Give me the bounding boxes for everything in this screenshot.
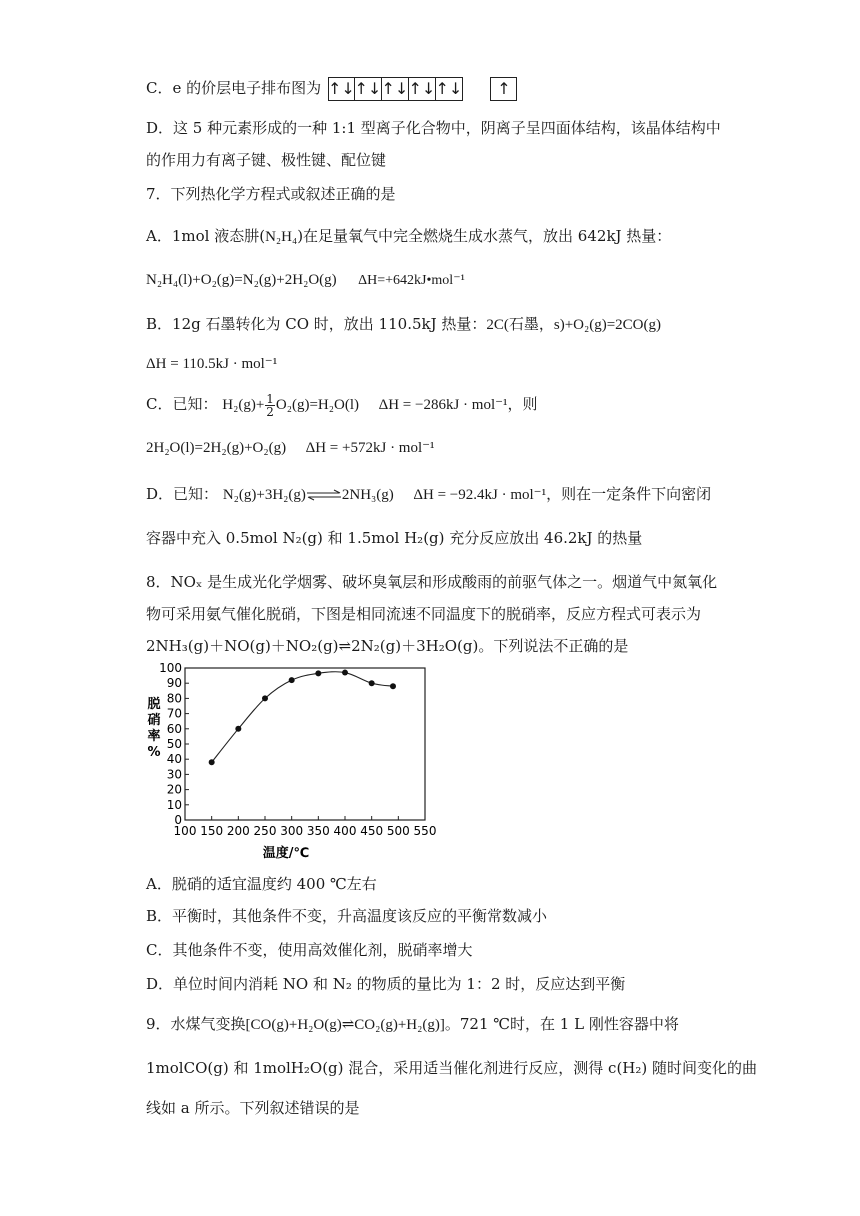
x-tick-label: 150 [200, 824, 224, 838]
half-fraction [265, 393, 275, 418]
q7b-text: B．12g 石墨转化为 CO 时，放出 110.5kJ 热量： [146, 315, 487, 333]
x-tick-label: 200 [226, 824, 250, 838]
y-tick-label: 10 [166, 797, 182, 812]
y-tick-label: 30 [166, 767, 182, 782]
q9-line2: 1molCO(g) 和 1molH₂O(g) 混合，采用适当催化剂进行反应，测得 c(H₂) 随时间变化的曲 [146, 1059, 758, 1077]
x-tick-label: 550 [413, 824, 437, 838]
q7d-eq-a: N₂(g)+3H₂(g) [222, 487, 306, 503]
data-point [262, 695, 268, 701]
q7d-dh: ΔH = −92.4kJ · mol⁻¹ [413, 487, 547, 503]
q7a-equation [146, 268, 465, 293]
data-point [369, 680, 375, 686]
q7c-dh2: ΔH = +572kJ · mol⁻¹ [305, 440, 435, 456]
y-axis-label: 脱硝率% [147, 697, 161, 760]
data-point [315, 670, 321, 676]
q7a-text-2: )在足量氧气中完全燃烧生成水蒸气，放出 642kJ 热量： [297, 227, 672, 245]
x-tick-label: 100 [173, 824, 197, 838]
x-tick-label: 250 [253, 824, 277, 838]
q7d-eq-b: 2NH₃(g) [341, 487, 394, 503]
x-axis-label: 温度/℃ [262, 846, 310, 861]
y-tick-label: 90 [166, 676, 182, 691]
option-c-orbital-line [146, 76, 517, 101]
q8-option-b: B．平衡时，其他条件不变，升高温度该反应的平衡常数减小 [146, 907, 548, 925]
q7-option-a [146, 224, 671, 249]
orbital-box: ↑↓ [409, 77, 436, 101]
orbital-diagram-3d [328, 77, 463, 101]
plot-frame [185, 668, 425, 820]
option-d-line2: 的作用力有离子键、极性键、配位键 [146, 151, 387, 169]
y-tick-label: 50 [166, 737, 182, 751]
x-tick-label: 400 [333, 824, 357, 838]
q9-text: 9．水煤气变换 [146, 1015, 246, 1033]
q8-line2: 物可采用氨气催化脱硝，下图是相同流速不同温度下的脱硝率，反应方程式可表示为 [146, 605, 702, 623]
q7b-dh: ΔH = 110.5kJ · mol⁻¹ [146, 356, 278, 372]
orbital-box: ↑↓ [436, 77, 463, 101]
q9-line1 [146, 1012, 679, 1037]
data-point [209, 759, 215, 765]
denitration-rate-chart [140, 660, 437, 865]
q7b-eq: 2C(石墨，s)+O₂(g)=2CO(g) [486, 317, 662, 333]
q7c-eq-a: H₂(g)+ [222, 397, 265, 413]
q7a-text: A．1mol 液态肼( [146, 227, 266, 245]
orbital-box: ↑ [490, 77, 517, 101]
q8-option-d: D．单位时间内消耗 NO 和 N₂ 的物质的量比为 1：2 时，反应达到平衡 [146, 975, 626, 993]
data-points [209, 670, 396, 766]
y-tick-label: 60 [166, 721, 182, 736]
q8-option-a: A．脱硝的适宜温度约 400 ℃左右 [146, 875, 377, 893]
q7d-line2: 容器中充入 0.5mol N₂(g) 和 1.5mol H₂(g) 充分反应放出 46.2kJ 的热量 [146, 529, 643, 547]
q7c-eq-b: O₂(g)=H₂O(l) [275, 397, 359, 413]
data-point [289, 677, 295, 683]
q7a-formula: N₂H₄ [265, 229, 298, 245]
series-line [212, 672, 393, 762]
q9-text-2: 。721 ℃时，在 1 L 刚性容器中将 [444, 1015, 679, 1033]
q9-line3: 线如 a 所示。下列叙述错误的是 [146, 1099, 360, 1117]
option-c-text: C．e 的价层电子排布图为 [146, 79, 322, 97]
x-tick-label: 450 [360, 824, 384, 838]
y-tick-label: 0 [174, 813, 182, 827]
q9-eq: [CO(g)+H₂O(g)⇌CO₂(g)+H₂(g)] [245, 1017, 445, 1033]
q8-line3: 2NH₃(g)＋NO(g)＋NO₂(g)⇌2N₂(g)＋3H₂O(g)。下列说法不正确的是 [146, 637, 629, 655]
q7-option-b [146, 312, 661, 337]
x-tick-label: 500 [386, 824, 410, 838]
option-d-line1: D．这 5 种元素形成的一种 1:1 型离子化合物中，阴离子呈四面体结构，该晶体结构中 [146, 119, 721, 137]
q7d-text: D．已知： [146, 485, 219, 503]
equilibrium-arrow-icon [306, 489, 342, 501]
x-tick-label: 300 [280, 824, 304, 838]
q7c-dh: ΔH = −286kJ · mol⁻¹ [378, 397, 508, 413]
data-point [390, 683, 396, 689]
y-tick-label: 40 [166, 752, 182, 767]
y-tick-label: 100 [159, 661, 182, 675]
q7c-then: ，则 [507, 395, 538, 413]
x-axis-ticks [174, 816, 437, 838]
q8-option-c: C．其他条件不变，使用高效催化剂，脱硝率增大 [146, 941, 473, 959]
data-point [342, 670, 348, 676]
q7c-eq2: 2H₂O(l)=2H₂(g)+O₂(g) [146, 440, 287, 456]
question-7-stem: 7．下列热化学方程式或叙述正确的是 [146, 185, 396, 203]
orbital-box: ↑↓ [328, 77, 355, 101]
y-tick-label: 70 [166, 706, 182, 721]
orbital-box: ↑↓ [355, 77, 382, 101]
frac-den: 2 [266, 404, 274, 419]
data-point [235, 726, 241, 732]
orbital-box: ↑↓ [382, 77, 409, 101]
q7-option-c [146, 392, 538, 418]
q7a-dh: ΔH=+642kJ•mol⁻¹ [358, 273, 465, 288]
q7-option-d [146, 482, 711, 507]
q8-line1: 8．NOₓ 是生成光化学烟雾、破坏臭氧层和形成酸雨的前驱气体之一。烟道气中氮氧化 [146, 573, 718, 591]
q7c-text: C．已知： [146, 395, 218, 413]
frac-num: 1 [266, 391, 274, 406]
q7c-equation-2 [146, 436, 435, 460]
x-tick-label: 350 [306, 824, 330, 838]
q7d-text-2: ，则在一定条件下向密闭 [546, 485, 712, 503]
orbital-diagram-4s [490, 77, 517, 101]
q7a-eq: N₂H₄(l)+O₂(g)=N₂(g)+2H₂O(g) [146, 272, 337, 288]
y-tick-label: 20 [166, 782, 182, 797]
y-tick-label: 80 [166, 691, 182, 706]
